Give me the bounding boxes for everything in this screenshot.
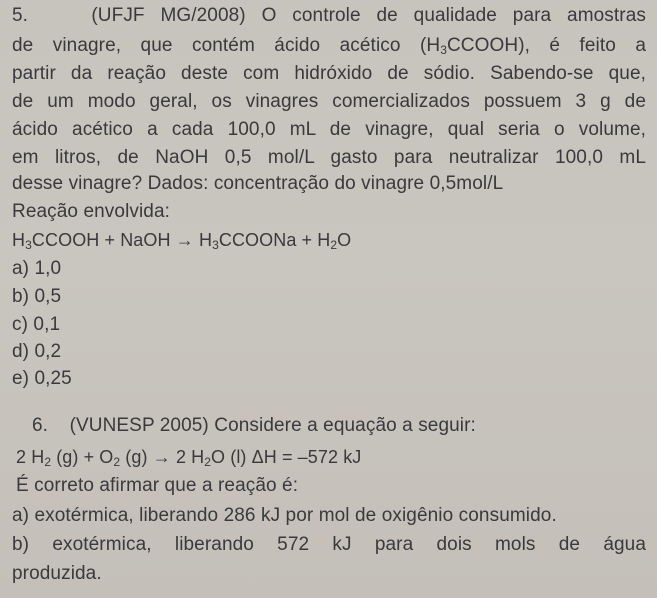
q5-line-7 xyxy=(12,172,503,196)
q5-option-a: a) 1,0 xyxy=(12,258,62,279)
q5-text-2b: CCOOH), é feito a xyxy=(446,35,646,56)
q5-option-e: e) 0,25 xyxy=(12,368,72,389)
q5-text-1: O controle de qualidade para amostras xyxy=(261,5,646,26)
q5-option-c: c) 0,1 xyxy=(12,314,61,335)
q5-text-3: partir da reação deste com hidróxido de sódio. Sabendo-se que, xyxy=(12,63,646,84)
reaction-label: Reação envolvida: xyxy=(12,201,171,222)
q5-line-4 xyxy=(12,90,646,114)
q5-line-5 xyxy=(12,118,646,142)
q6-number: 6. xyxy=(32,415,49,436)
q6-source: (VUNESP 2005) xyxy=(69,415,209,436)
q5-text-5: ácido acético a cada 100,0 mL de vinagre, qual seria o volume, xyxy=(12,119,646,140)
arrow-icon: → xyxy=(152,447,171,467)
q5-source: (UFJF MG/2008) xyxy=(91,5,246,26)
q6-option-b: b) exotérmica, liberando 572 kJ para dois mols de água xyxy=(12,534,646,555)
q5-line-1 xyxy=(12,4,646,28)
q5-text-7: desse vinagre? Dados: concentração do vinagre 0,5mol/L xyxy=(12,173,504,194)
arrow-icon: → xyxy=(175,230,194,250)
q5-line-6 xyxy=(12,146,646,170)
q5-line-2: de vinagre, que contém ácido acético $(H_3CCOOH)$, é feito a xyxy=(12,35,646,57)
q5-text-4: de um modo geral, os vinagres comercializados possuem 3 g de xyxy=(12,91,646,112)
q6-text: Considere a equação a seguir: xyxy=(214,415,476,436)
q6-option-a: a) exotérmica, liberando 286 kJ por mol de oxigênio consumido. xyxy=(12,505,557,526)
reaction-equation: $H_3CCOOH$ + NaOH → $H_3CCOONa + H_2O$ xyxy=(12,230,352,252)
q6-equation: 2 $H_2$ $(g) + O_2$ (g) → 2 $H_2O$ (l) ΔH = –572 kJ xyxy=(16,447,362,469)
q5-number: 5. xyxy=(12,5,29,26)
q5-option-d: d) 0,2 xyxy=(12,341,62,362)
q5-text-2a: de vinagre, que contém ácido acético (H xyxy=(12,35,441,56)
q6-line-1 xyxy=(32,414,476,438)
q6-prompt: É correto afirmar que a reação é: xyxy=(16,475,299,496)
q5-option-b: b) 0,5 xyxy=(12,286,62,307)
q6-option-b-cont: produzida. xyxy=(12,563,102,584)
q5-line-3 xyxy=(12,62,646,86)
q5-text-6: em litros, de NaOH 0,5 mol/L gasto para neutralizar 100,0 mL xyxy=(12,147,646,168)
